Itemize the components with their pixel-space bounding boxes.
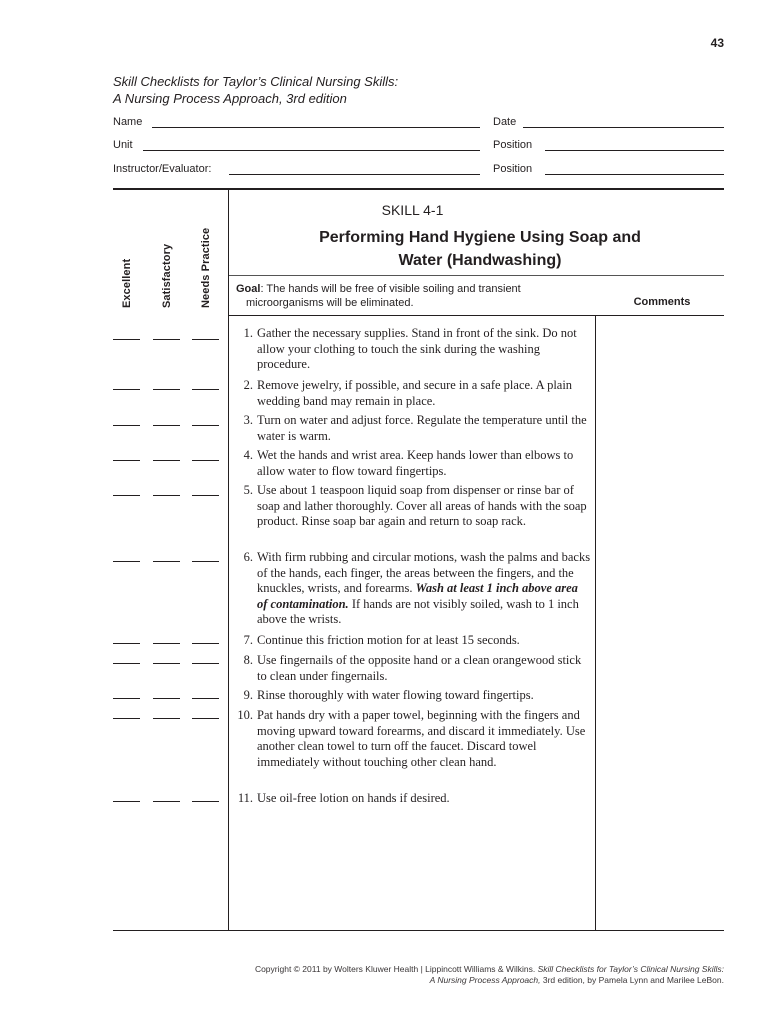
excellent-blank[interactable] [113,460,140,461]
satisfactory-blank[interactable] [153,561,180,562]
footer-book-title: Skill Checklists for Taylor’s Clinical Nursing Skills: [537,964,724,974]
satisfactory-blank[interactable] [153,339,180,340]
footer-text: 3rd edition, by Pamela Lynn and Marilee LeBon. [540,975,724,985]
needs-practice-blank[interactable] [192,561,219,562]
satisfactory-blank[interactable] [153,495,180,496]
satisfactory-blank[interactable] [153,663,180,664]
goal-text-1: : The hands will be free of visible soiling and transient [260,283,521,295]
goal-separator [229,275,724,276]
instructor-field[interactable] [229,174,480,175]
step-text: Use fingernails of the opposite hand or a clean orangewood stick to clean under fingernails. [257,653,582,683]
step-text: Use oil-free lotion on hands if desired. [257,791,450,805]
excellent-blank[interactable] [113,561,140,562]
satisfactory-blank[interactable] [153,460,180,461]
step-text [257,550,591,628]
comments-header: Comments [633,296,691,308]
excellent-blank[interactable] [113,339,140,340]
needs-practice-blank[interactable] [192,801,219,802]
goal-label: Goal [236,283,261,295]
step-text: Wet the hands and wrist area. Keep hands lower than elbows to allow water to flow toward fingertips. [257,448,574,478]
step-3 [233,413,591,444]
excellent-blank[interactable] [113,718,140,719]
needs-practice-blank[interactable] [192,663,219,664]
excellent-blank[interactable] [113,425,140,426]
rating-header-satisfactory: Satisfactory [161,243,173,308]
step-4 [233,448,591,479]
satisfactory-blank[interactable] [153,801,180,802]
step-number: 4. [243,448,253,462]
step-text-part: With firm rubbing and circular motions, wash the palms and backs of the hands, each finger, the areas between the fingers, and the knuckles, wrists, and forearms. [257,550,591,595]
position-label-2: Position [493,163,533,175]
step-7 [233,633,591,649]
position-field[interactable] [545,150,724,151]
header-bottom-rule [229,315,724,316]
skill-title-line-1: Performing Hand Hygiene Using Soap and [319,229,641,246]
position-label: Position [493,139,533,151]
excellent-blank[interactable] [113,698,140,699]
step-text: Gather the necessary supplies. Stand in front of the sink. Do not allow your clothing to touch the sink during the washing procedure. [257,326,577,371]
step-number: 8. [243,653,253,667]
step-text-emphasis: Wash at least 1 inch above area of contamination. [257,581,578,611]
footer-text: Copyright © 2011 by Wolters Kluwer Health | Lippincott Williams & Wilkins. [254,964,538,974]
step-number: 7. [243,633,253,647]
goal-text-2: microorganisms will be eliminated. [246,297,414,309]
needs-practice-blank[interactable] [192,698,219,699]
needs-practice-blank[interactable] [192,718,219,719]
step-number: 3. [243,413,253,427]
satisfactory-blank[interactable] [153,718,180,719]
needs-practice-blank[interactable] [192,643,219,644]
step-number: 10. [237,708,253,722]
step-2 [233,378,591,409]
step-number: 1. [243,326,253,340]
page-number: 43 [710,36,724,50]
rating-column-divider [228,189,229,930]
goal-statement [236,282,521,310]
book-title-line-1: Skill Checklists for Taylor’s Clinical Nursing Skills: [113,74,399,89]
step-number: 6. [243,550,253,564]
rating-header-excellent: Excellent [121,258,133,308]
step-text: Use about 1 teaspoon liquid soap from dispenser or rinse bar of soap and lather thoroughly. Cover all areas of hands with the soap product. Rinse soap bar again and return to soap rack. [257,483,587,528]
date-label: Date [493,116,517,128]
excellent-blank[interactable] [113,495,140,496]
step-5 [233,483,591,530]
footer-book-subtitle: A Nursing Process Approach, [429,975,541,985]
excellent-blank[interactable] [113,801,140,802]
needs-practice-blank[interactable] [192,495,219,496]
step-8 [233,653,591,684]
name-field[interactable] [152,127,480,128]
table-bottom-rule [113,930,724,931]
book-title-line-2: A Nursing Process Approach, 3rd edition [113,91,347,106]
instructor-label: Instructor/Evaluator: [113,163,212,175]
skill-title-line-2: Water (Handwashing) [398,252,562,269]
step-number: 9. [243,688,253,702]
unit-label: Unit [113,139,133,151]
comments-column-divider [595,315,596,930]
step-number: 2. [243,378,253,392]
step-text: Pat hands dry with a paper towel, beginning with the fingers and moving upward toward forearms, and discard it immediately. Use another clean towel to turn off the faucet. Discard towel immediately without touching other clean hand. [257,708,586,769]
step-text: Rinse thoroughly with water flowing toward fingertips. [257,688,534,702]
excellent-blank[interactable] [113,389,140,390]
skill-number: SKILL 4-1 [381,202,444,218]
needs-practice-blank[interactable] [192,460,219,461]
step-text: Remove jewelry, if possible, and secure in a safe place. A plain wedding band may remain in place. [257,378,573,408]
satisfactory-blank[interactable] [153,389,180,390]
skill-title [280,226,680,272]
step-number: 11. [237,791,253,805]
step-text: Continue this friction motion for at least 15 seconds. [257,633,520,647]
satisfactory-blank[interactable] [153,698,180,699]
step-text: Turn on water and adjust force. Regulate the temperature until the water is warm. [257,413,587,443]
step-1 [233,326,591,373]
needs-practice-blank[interactable] [192,425,219,426]
copyright-footer [255,964,724,986]
excellent-blank[interactable] [113,643,140,644]
satisfactory-blank[interactable] [153,643,180,644]
step-10 [233,708,591,770]
satisfactory-blank[interactable] [153,425,180,426]
needs-practice-blank[interactable] [192,339,219,340]
name-label: Name [113,116,143,128]
step-6 [233,550,591,628]
position-field-2[interactable] [545,174,724,175]
rating-header-needs-practice: Needs Practice [200,227,212,308]
excellent-blank[interactable] [113,663,140,664]
step-number: 5. [243,483,253,497]
step-9 [233,688,591,704]
book-title [113,73,398,107]
step-text-part: If hands are not visibly soiled, wash to 1 inch above the wrists. [257,596,579,626]
table-top-rule [113,188,724,190]
needs-practice-blank[interactable] [192,389,219,390]
date-field[interactable] [523,127,724,128]
step-11 [233,791,591,807]
unit-field[interactable] [143,150,480,151]
